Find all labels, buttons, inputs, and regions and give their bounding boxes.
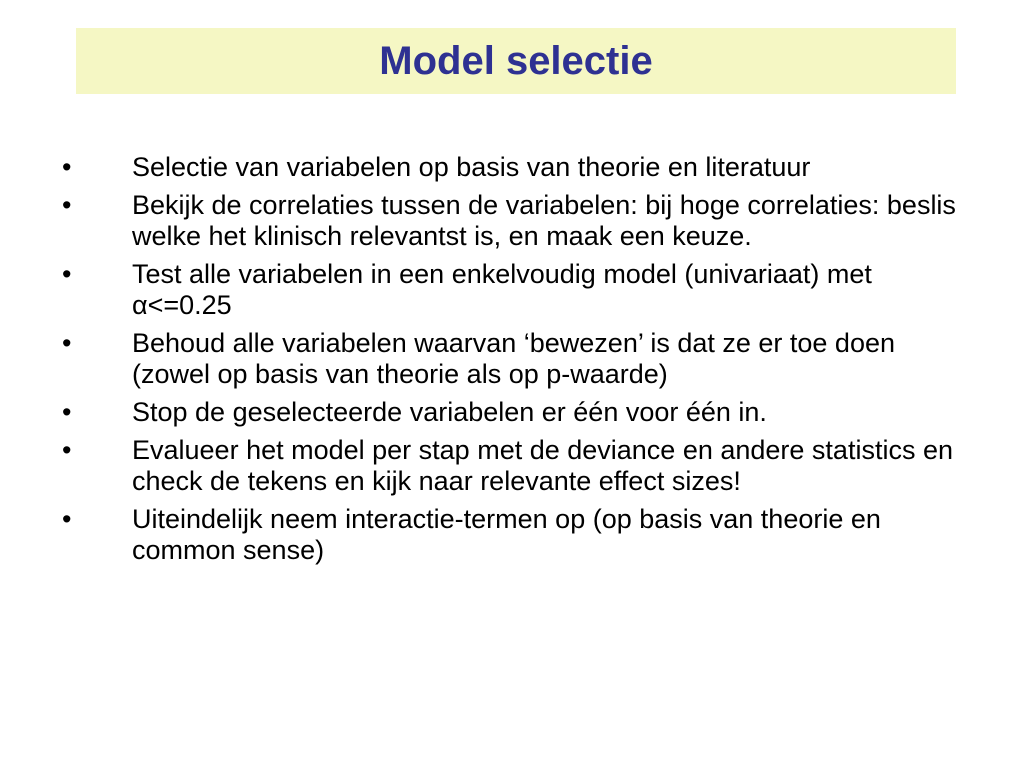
bullet-dot-icon: • [62,504,72,534]
bullet-dot-icon: • [62,397,72,427]
bullet-dot-icon: • [62,190,72,220]
bullet-dot-icon: • [62,435,72,465]
bullet-text: Test alle variabelen in een enkelvoudig model (univariaat) met α<=0.25 [132,259,872,320]
bullet-item [62,397,962,428]
bullet-dot-icon: • [62,328,72,358]
bullet-item [62,504,962,566]
slide-title: Model selectie [379,39,653,83]
bullet-dot-icon: • [62,259,72,289]
bullet-text: Selectie van variabelen op basis van theorie en literatuur [132,152,811,182]
bullet-dot-icon: • [62,152,72,182]
bullet-list [62,152,962,573]
bullet-item [62,190,962,252]
bullet-item [62,328,962,390]
bullet-text: Stop de geselecteerde variabelen er één voor één in. [132,397,767,427]
bullet-text: Evalueer het model per stap met de deviance en andere statistics en check de tekens en kijk naar relevante effect sizes! [132,435,953,496]
bullet-text: Uiteindelijk neem interactie-termen op (op basis van theorie en common sense) [132,504,881,565]
bullet-item [62,259,962,321]
bullet-item [62,152,962,183]
title-bar [76,28,956,94]
bullet-text: Bekijk de correlaties tussen de variabelen: bij hoge correlaties: beslis welke het klinisch relevantst is, en maak een keuze. [132,190,956,251]
bullet-text: Behoud alle variabelen waarvan ‘bewezen’ is dat ze er toe doen (zowel op basis van theorie als op p-waarde) [132,328,896,389]
bullet-item [62,435,962,497]
